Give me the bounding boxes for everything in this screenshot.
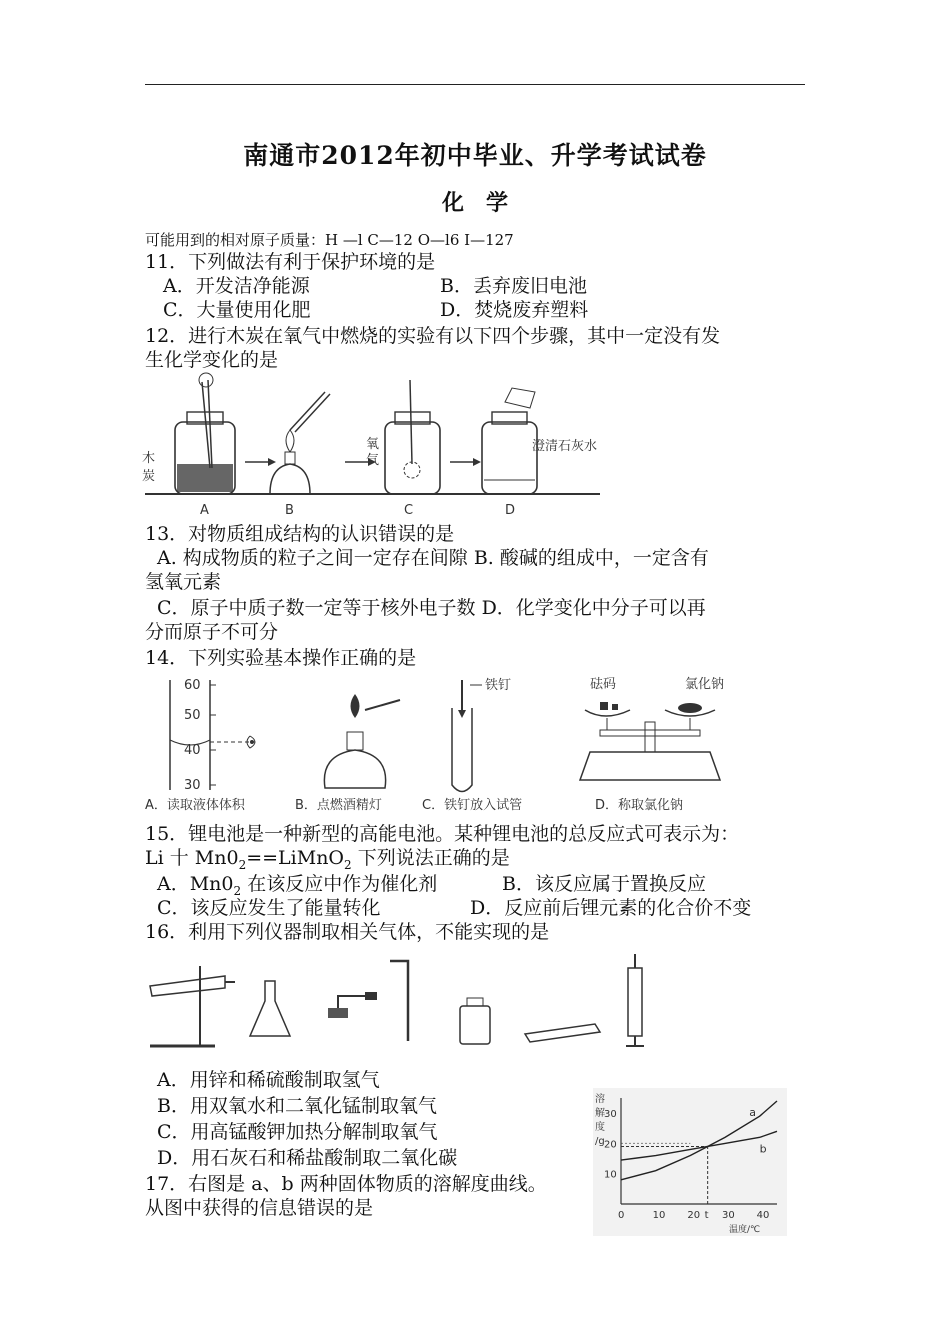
oxygen-label-2: 气	[366, 453, 380, 468]
x-tick-label: 40	[756, 1210, 770, 1221]
q14-stem: 14．下列实验基本操作正确的是	[145, 647, 417, 669]
bent-glass-tube	[390, 961, 408, 1041]
q16-option-c: C．用高锰酸钾加热分解制取氧气	[157, 1121, 438, 1143]
balance-scale	[580, 702, 720, 780]
series-label-a: a	[749, 1106, 757, 1120]
caption-c: C．铁钉放入试管	[422, 798, 523, 813]
caption-b: B．点燃酒精灯	[295, 798, 382, 813]
q15-option-a: A．$Mn0_2$ 在该反应中作为催化剂	[157, 873, 438, 898]
subject-title: 化 学	[441, 190, 508, 216]
q12-stem-1: 12．进行木炭在氧气中燃烧的实验有以下四个步骤，其中一定没有发	[145, 325, 721, 347]
y-tick-label: 20	[604, 1139, 617, 1151]
q16-option-d: D．用石灰石和稀盐酸制取二氧化碳	[157, 1147, 458, 1169]
q17-stem-1: 17．右图是 a、b 两种固体物质的溶解度曲线。	[145, 1173, 547, 1195]
x-axis-label: 温度/℃	[729, 1225, 761, 1235]
y-axis-label-char: 溶	[595, 1094, 605, 1105]
q15-option-c: C．该反应发生了能量转化	[157, 897, 381, 919]
nacl-label: 氯化钠	[685, 677, 725, 692]
q11-option-a: A．开发洁净能源	[163, 275, 310, 297]
q12-stem-2: 生化学变化的是	[145, 349, 279, 371]
q15-equation: Li 十 $Mn0_2==LiMnO_2$ 下列说法正确的是	[145, 847, 510, 872]
limewater-label: 澄清石灰水	[532, 439, 598, 454]
y-tick-label: 10	[604, 1169, 617, 1181]
q12-label-b: B	[285, 503, 294, 518]
q11-option-d: D．焚烧废弃塑料	[440, 299, 589, 321]
tick-40: 40	[184, 743, 201, 758]
x-tick-label: t	[704, 1210, 709, 1221]
y-axis-label-char: 解	[595, 1108, 605, 1119]
q15-stem-1: 15．锂电池是一种新型的高能电池。某种锂电池的总反应式可表示为：	[145, 823, 740, 845]
q11-option-b: B．丢弃废旧电池	[440, 275, 587, 297]
x-tick-label: 0	[618, 1210, 625, 1221]
charcoal-label-2: 炭	[142, 469, 156, 484]
exam-title: 南通市2012年初中毕业、升学考试试卷	[243, 141, 707, 170]
nail-label: 铁钉	[485, 678, 512, 693]
tick-50: 50	[184, 708, 201, 723]
q16-option-b: B．用双氧水和二氧化锰制取氧气	[157, 1095, 437, 1117]
charcoal-label-1: 木	[142, 451, 156, 466]
oxygen-label-1: 氧	[366, 437, 380, 452]
q16-stem: 16．利用下列仪器制取相关气体，不能实现的是	[145, 921, 550, 943]
y-tick-label: 30	[604, 1109, 617, 1121]
q11-option-c: C．大量使用化肥	[163, 299, 311, 321]
conical-flask	[250, 981, 290, 1036]
test-tube-on-stand	[150, 966, 235, 1046]
tick-60: 60	[184, 678, 201, 693]
graduated-cylinder	[170, 680, 255, 790]
x-tick-label: 20	[687, 1210, 701, 1221]
syringe	[626, 954, 644, 1046]
caption-d: D．称取氯化钠	[595, 798, 684, 813]
x-tick-label: 30	[722, 1210, 735, 1221]
q13-stem: 13．对物质组成结构的认识错误的是	[145, 523, 455, 545]
q13-options-cd-cont: 分而原子不可分	[145, 621, 279, 643]
y-axis-label-char: 度	[595, 1122, 605, 1133]
x-tick-label: 10	[652, 1210, 666, 1221]
q13-options-ab-cont: 氢氧元素	[145, 571, 222, 593]
q15-option-b: B．该反应属于置换反应	[502, 873, 706, 895]
q15-option-d: D．反应前后锂元素的化合价不变	[470, 897, 752, 919]
atomic-masses: 可能用到的相对原子质量：H —l C—12 O—l6 I—127	[145, 231, 514, 249]
q11-stem: 11．下列做法有利于保护环境的是	[145, 251, 436, 273]
q16-apparatus-figure	[140, 946, 660, 1056]
jar-a	[175, 373, 235, 494]
header-rule	[145, 84, 805, 85]
limewater-jar-d	[482, 388, 537, 494]
q12-figure	[140, 372, 610, 520]
test-tube	[452, 680, 482, 792]
q16-option-a: A．用锌和稀硫酸制取氢气	[157, 1069, 380, 1091]
q13-options-cd: C．原子中质子数一定等于核外电子数 D．化学变化中分子可以再	[157, 597, 706, 619]
stopper-with-tube	[328, 992, 377, 1018]
series-label-b: b	[759, 1142, 767, 1156]
q17-stem-2: 从图中获得的信息错误的是	[145, 1197, 374, 1219]
q13-options-ab: A. 构成物质的粒子之间一定存在间隙 B. 酸碱的组成中，一定含有	[157, 547, 709, 569]
oxygen-jar-c	[385, 380, 440, 494]
glass-plate	[525, 1024, 600, 1042]
q14-figure	[140, 670, 740, 816]
alcohol-lamp	[324, 694, 400, 788]
tick-30: 30	[184, 778, 201, 793]
solubility-chart	[593, 1088, 787, 1236]
weight-label: 砝码	[590, 677, 617, 692]
gas-jar	[460, 998, 490, 1044]
caption-a: A．读取液体体积	[145, 798, 245, 813]
y-axis-label-char: /g	[595, 1136, 605, 1147]
q12-label-a: A	[200, 503, 209, 518]
q12-label-d: D	[505, 503, 516, 518]
q12-label-c: C	[404, 503, 414, 518]
alcohol-lamp-b	[270, 392, 330, 494]
